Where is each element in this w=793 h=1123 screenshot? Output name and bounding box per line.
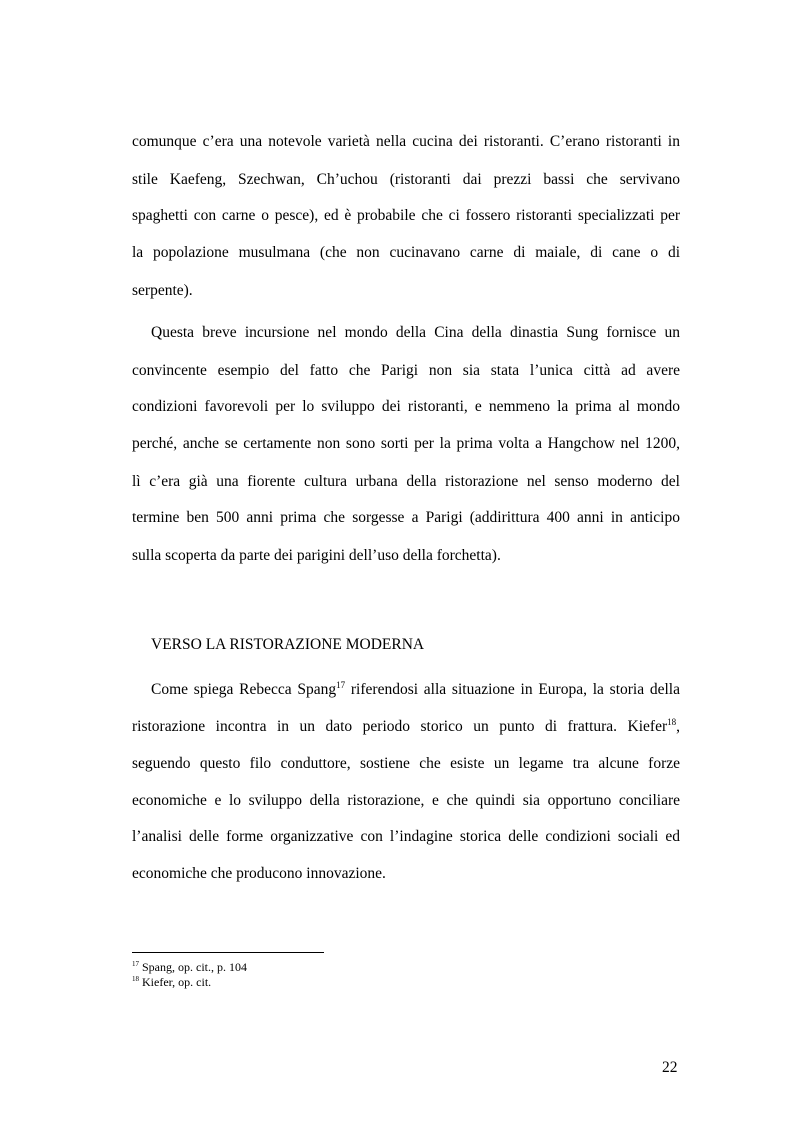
body-text-line: [132, 717, 680, 737]
body-text-line: lì c’era già una fiorente cultura urbana della ristorazione nel senso moderno del: [132, 473, 680, 490]
body-text-line: economiche che producono innovazione.: [132, 865, 386, 882]
text-span: Come spiega Rebecca Spang: [151, 681, 337, 698]
body-text-line: stile Kaefeng, Szechwan, Ch’uchou (ristoranti dai prezzi bassi che servivano: [132, 171, 680, 188]
footnote-number: 17: [132, 960, 139, 968]
body-text-line: economiche e lo sviluppo della ristorazione, e che quindi sia opportuno conciliare: [132, 792, 680, 809]
body-text-line: perché, anche se certamente non sono sorti per la prima volta a Hangchow nel 1200,: [132, 435, 680, 452]
body-text-line: spaghetti con carne o pesce), ed è probabile che ci fossero ristoranti specializzati per: [132, 207, 680, 224]
body-text-line: comunque c’era una notevole varietà nella cucina dei ristoranti. C’erano ristoranti in: [132, 133, 680, 150]
text-span: ristorazione incontra in un dato periodo storico un punto di frattura. Kiefer: [132, 718, 668, 735]
footnote-ref-17: 17: [336, 680, 346, 690]
page-number: 22: [662, 1059, 678, 1076]
text-span: ,: [676, 718, 680, 735]
text-span: riferendosi alla situazione in Europa, la storia della: [345, 681, 680, 698]
body-text-line: l’analisi delle forme organizzative con l’indagine storica delle condizioni sociali ed: [132, 828, 680, 845]
body-text-line: [151, 680, 680, 700]
section-heading: VERSO LA RISTORAZIONE MODERNA: [151, 636, 425, 653]
body-text-line: serpente).: [132, 282, 193, 299]
footnote: [132, 975, 211, 989]
body-text-line: condizioni favorevoli per lo sviluppo dei ristoranti, e nemmeno la prima al mondo: [132, 398, 680, 415]
footnote-text: Spang, op. cit., p. 104: [139, 960, 247, 974]
body-text-line: seguendo questo filo conduttore, sostiene che esiste un legame tra alcune forze: [132, 755, 680, 772]
body-text-line: termine ben 500 anni prima che sorgesse a Parigi (addirittura 400 anni in anticipo: [132, 509, 680, 526]
footnote-number: 18: [132, 975, 139, 983]
body-text-line: la popolazione musulmana (che non cucinavano carne di maiale, di cane o di: [132, 244, 680, 261]
footnote-text: Kiefer, op. cit.: [139, 975, 212, 989]
body-text-line: convincente esempio del fatto che Parigi non sia stata l’unica città ad avere: [132, 362, 680, 379]
footnote-ref-18: 18: [667, 717, 677, 727]
footnote-divider: [132, 952, 324, 953]
body-text-line: Questa breve incursione nel mondo della Cina della dinastia Sung fornisce un: [151, 324, 680, 341]
body-text-line: sulla scoperta da parte dei parigini dell’uso della forchetta).: [132, 547, 501, 564]
footnote: [132, 960, 247, 974]
